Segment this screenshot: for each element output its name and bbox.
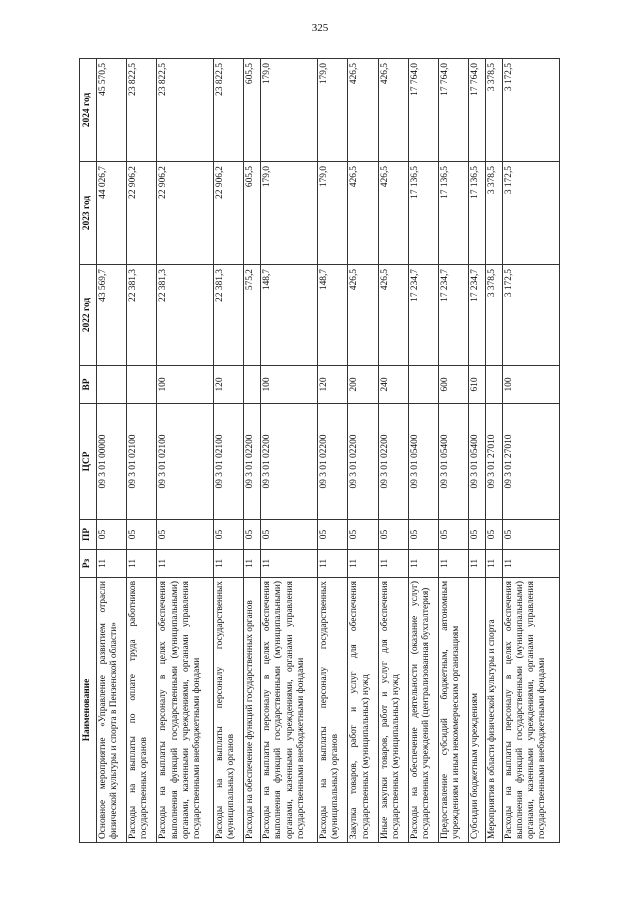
cell-name: Иные закупки товаров, работ и услуг для обеспечения государственных (муниципальных) нужд bbox=[378, 578, 408, 843]
cell-2022: 148,7 bbox=[261, 265, 318, 366]
cell-2023: 426,5 bbox=[348, 162, 378, 265]
cell-2022: 426,5 bbox=[378, 265, 408, 366]
cell-csr: 09 3 01 02200 bbox=[261, 404, 318, 520]
cell-name: Расходы на выплаты персоналу государственных (муниципальных) органов bbox=[318, 578, 348, 843]
cell-vr: 610 bbox=[469, 366, 486, 404]
cell-2022: 17 234,7 bbox=[439, 265, 469, 366]
cell-rz: 11 bbox=[214, 550, 244, 578]
table-row bbox=[97, 59, 127, 843]
cell-rz: 11 bbox=[469, 550, 486, 578]
cell-vr: 100 bbox=[157, 366, 214, 404]
table-row bbox=[261, 59, 318, 843]
cell-csr: 09 3 01 05400 bbox=[469, 404, 486, 520]
cell-name: Расходы на выплаты персоналу в целях обеспечения выполнения функций государственными (муниципальными) органами, казенными учреждениями, органами управления государственными внебюджетными фондами bbox=[261, 578, 318, 843]
cell-rz: 11 bbox=[127, 550, 157, 578]
cell-rz: 11 bbox=[378, 550, 408, 578]
cell-2023: 22 906,2 bbox=[214, 162, 244, 265]
cell-rz: 11 bbox=[97, 550, 127, 578]
cell-2024: 23 822,5 bbox=[214, 59, 244, 162]
cell-vr: 200 bbox=[348, 366, 378, 404]
cell-2022: 575,2 bbox=[244, 265, 261, 366]
header-name: Наименование bbox=[80, 578, 97, 843]
cell-pr: 05 bbox=[261, 520, 318, 550]
header-2024: 2024 год bbox=[80, 59, 97, 162]
cell-pr: 05 bbox=[439, 520, 469, 550]
cell-2022: 22 381,3 bbox=[157, 265, 214, 366]
cell-2022: 43 569,7 bbox=[97, 265, 127, 366]
cell-2024: 17 764,0 bbox=[408, 59, 438, 162]
cell-2024: 3 378,5 bbox=[486, 59, 503, 162]
table-row bbox=[348, 59, 378, 843]
cell-pr: 05 bbox=[408, 520, 438, 550]
cell-2024: 605,5 bbox=[244, 59, 261, 162]
table-row bbox=[486, 59, 503, 843]
cell-2024: 17 764,0 bbox=[439, 59, 469, 162]
cell-2022: 22 381,3 bbox=[127, 265, 157, 366]
cell-rz: 11 bbox=[244, 550, 261, 578]
cell-csr: 09 3 01 02200 bbox=[318, 404, 348, 520]
cell-csr: 09 3 01 02200 bbox=[348, 404, 378, 520]
cell-2023: 17 136,5 bbox=[439, 162, 469, 265]
cell-name: Расходы на выплаты персоналу в целях обеспечения выполнения функций государственными (муниципальными) органами, казенными учреждениями, органами управления государственными внебюджетными фондами bbox=[157, 578, 214, 843]
cell-name: Мероприятия в области физической культуры и спорта bbox=[486, 578, 503, 843]
cell-pr: 05 bbox=[244, 520, 261, 550]
cell-2024: 23 822,5 bbox=[127, 59, 157, 162]
cell-pr: 05 bbox=[486, 520, 503, 550]
cell-csr: 09 3 01 02100 bbox=[157, 404, 214, 520]
budget-table bbox=[79, 58, 560, 843]
cell-2024: 179,0 bbox=[318, 59, 348, 162]
cell-2023: 179,0 bbox=[261, 162, 318, 265]
cell-2023: 426,5 bbox=[378, 162, 408, 265]
header-csr: ЦСР bbox=[80, 404, 97, 520]
table-row bbox=[408, 59, 438, 843]
table-row bbox=[244, 59, 261, 843]
cell-name: Основное мероприятие «Управление развитием отрасли физической культуры и спорта в Пензенской области» bbox=[97, 578, 127, 843]
cell-2022: 17 234,7 bbox=[469, 265, 486, 366]
cell-2023: 22 906,2 bbox=[127, 162, 157, 265]
cell-rz: 11 bbox=[408, 550, 438, 578]
cell-rz: 11 bbox=[503, 550, 560, 578]
header-2022: 2022 год bbox=[80, 265, 97, 366]
cell-csr: 09 3 01 02200 bbox=[244, 404, 261, 520]
cell-2022: 17 234,7 bbox=[408, 265, 438, 366]
page-number: 325 bbox=[311, 22, 329, 34]
cell-rz: 11 bbox=[261, 550, 318, 578]
table-body bbox=[97, 59, 560, 843]
cell-csr: 09 3 01 02100 bbox=[127, 404, 157, 520]
header-2023: 2023 год bbox=[80, 162, 97, 265]
cell-csr: 09 3 01 02200 bbox=[378, 404, 408, 520]
cell-vr: 100 bbox=[503, 366, 560, 404]
cell-rz: 11 bbox=[348, 550, 378, 578]
table-row bbox=[378, 59, 408, 843]
cell-2022: 3 378,5 bbox=[486, 265, 503, 366]
cell-pr: 05 bbox=[503, 520, 560, 550]
cell-name: Предоставление субсидий бюджетным, автономным учреждениям и иным некоммерческим организациям bbox=[439, 578, 469, 843]
cell-vr bbox=[408, 366, 438, 404]
header-vr: ВР bbox=[80, 366, 97, 404]
cell-pr: 05 bbox=[97, 520, 127, 550]
cell-csr: 09 3 01 05400 bbox=[408, 404, 438, 520]
cell-2024: 3 172,5 bbox=[503, 59, 560, 162]
cell-name: Расходы на обеспечение функций государственных органов bbox=[244, 578, 261, 843]
cell-2024: 17 764,0 bbox=[469, 59, 486, 162]
cell-2022: 22 381,3 bbox=[214, 265, 244, 366]
cell-2024: 426,5 bbox=[348, 59, 378, 162]
cell-2024: 45 570,5 bbox=[97, 59, 127, 162]
cell-vr bbox=[486, 366, 503, 404]
cell-name: Расходы на выплаты персоналу государственных (муниципальных) органов bbox=[214, 578, 244, 843]
cell-2023: 179,0 bbox=[318, 162, 348, 265]
cell-2022: 3 172,5 bbox=[503, 265, 560, 366]
cell-csr: 09 3 01 05400 bbox=[439, 404, 469, 520]
table-row bbox=[157, 59, 214, 843]
rotated-table-container bbox=[79, 59, 560, 843]
cell-csr: 09 3 01 27010 bbox=[503, 404, 560, 520]
cell-name: Расходы на обеспечение деятельности (оказание услуг) государственных учреждений (централизованная бухгалтерия) bbox=[408, 578, 438, 843]
cell-2022: 426,5 bbox=[348, 265, 378, 366]
cell-vr bbox=[97, 366, 127, 404]
cell-2024: 23 822,5 bbox=[157, 59, 214, 162]
table-row bbox=[318, 59, 348, 843]
cell-vr: 120 bbox=[318, 366, 348, 404]
table-row bbox=[469, 59, 486, 843]
cell-pr: 05 bbox=[127, 520, 157, 550]
cell-pr: 05 bbox=[348, 520, 378, 550]
cell-pr: 05 bbox=[214, 520, 244, 550]
cell-vr bbox=[244, 366, 261, 404]
cell-vr: 100 bbox=[261, 366, 318, 404]
cell-rz: 11 bbox=[439, 550, 469, 578]
cell-pr: 05 bbox=[378, 520, 408, 550]
cell-2023: 605,5 bbox=[244, 162, 261, 265]
cell-csr: 09 3 01 02100 bbox=[214, 404, 244, 520]
cell-2023: 17 136,5 bbox=[408, 162, 438, 265]
header-pr: ПР bbox=[80, 520, 97, 550]
cell-pr: 05 bbox=[469, 520, 486, 550]
cell-2023: 3 378,5 bbox=[486, 162, 503, 265]
header-row bbox=[80, 59, 97, 843]
cell-vr: 240 bbox=[378, 366, 408, 404]
cell-name: Закупка товаров, работ и услуг для обеспечения государственных (муниципальных) нужд bbox=[348, 578, 378, 843]
cell-2023: 22 906,2 bbox=[157, 162, 214, 265]
cell-2023: 44 026,7 bbox=[97, 162, 127, 265]
cell-pr: 05 bbox=[157, 520, 214, 550]
cell-name: Расходы на выплаты персоналу в целях обеспечения выполнения функций государственными (муниципальными) органами, казенными учреждениями, органами управления государственными внебюджетными фондами bbox=[503, 578, 560, 843]
cell-2022: 148,7 bbox=[318, 265, 348, 366]
cell-vr bbox=[127, 366, 157, 404]
cell-2024: 426,5 bbox=[378, 59, 408, 162]
cell-2023: 17 136,5 bbox=[469, 162, 486, 265]
cell-name: Расходы на выплаты по оплате труда работников государственных органов bbox=[127, 578, 157, 843]
table-row bbox=[127, 59, 157, 843]
cell-rz: 11 bbox=[157, 550, 214, 578]
cell-csr: 09 3 01 27010 bbox=[486, 404, 503, 520]
header-rz: Рз bbox=[80, 550, 97, 578]
cell-vr: 600 bbox=[439, 366, 469, 404]
cell-vr: 120 bbox=[214, 366, 244, 404]
cell-2023: 3 172,5 bbox=[503, 162, 560, 265]
cell-2024: 179,0 bbox=[261, 59, 318, 162]
cell-pr: 05 bbox=[318, 520, 348, 550]
cell-csr: 09 3 01 00000 bbox=[97, 404, 127, 520]
table-row bbox=[214, 59, 244, 843]
table-row bbox=[439, 59, 469, 843]
cell-rz: 11 bbox=[486, 550, 503, 578]
cell-name: Субсидии бюджетным учреждениям bbox=[469, 578, 486, 843]
table-row bbox=[503, 59, 560, 843]
cell-rz: 11 bbox=[318, 550, 348, 578]
